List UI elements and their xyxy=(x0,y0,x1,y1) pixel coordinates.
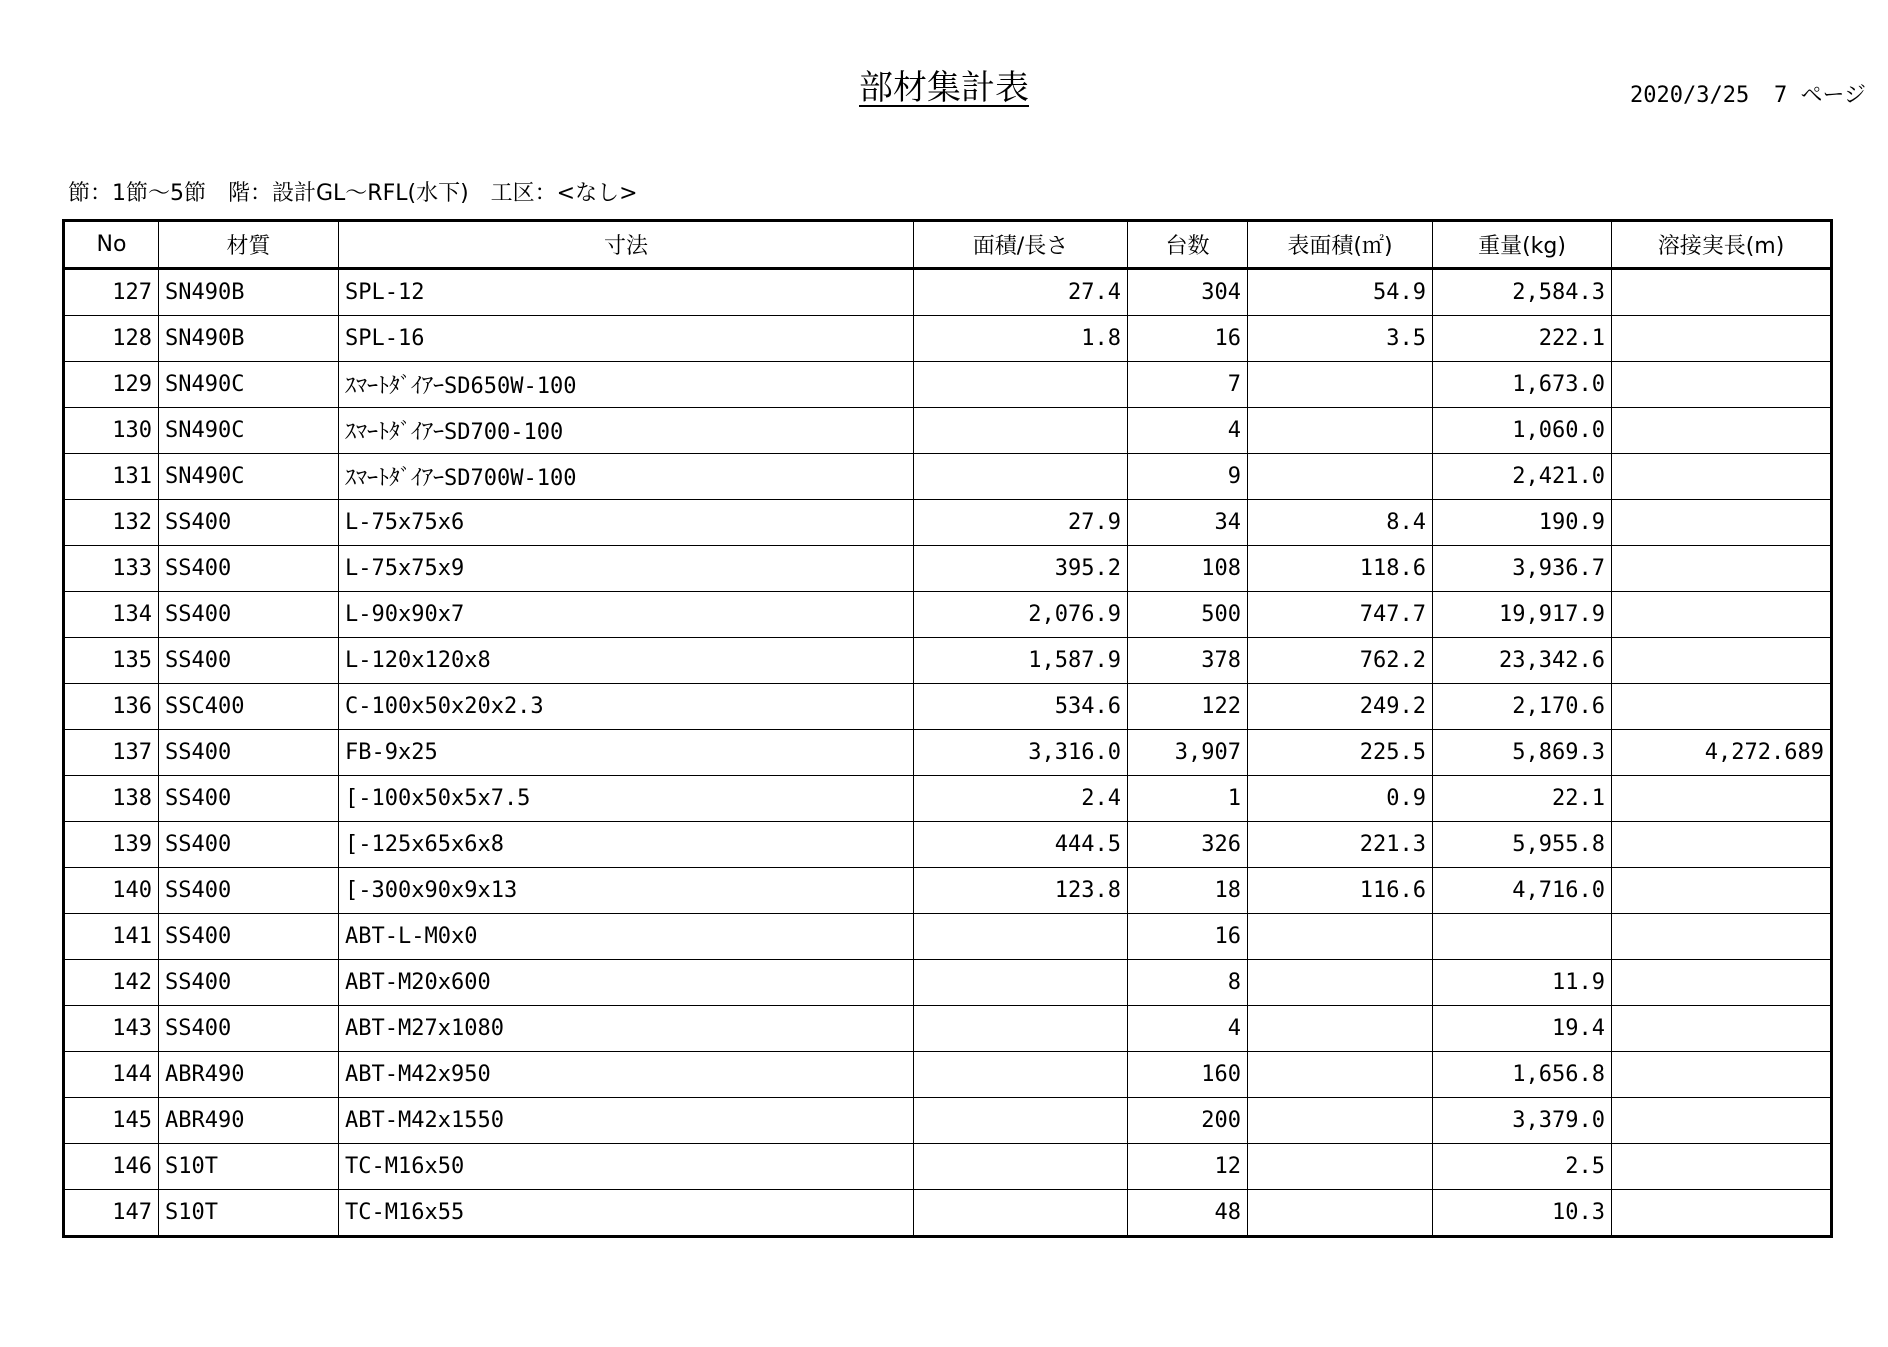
cell-area-length: 27.4 xyxy=(914,269,1128,316)
cell-area-length xyxy=(914,914,1128,960)
cell-area-length xyxy=(914,1006,1128,1052)
cell-weight: 23,342.6 xyxy=(1433,638,1612,684)
cell-material: SS400 xyxy=(159,730,339,776)
cell-no: 129 xyxy=(64,362,159,408)
table-row xyxy=(64,546,1832,592)
cell-area-length: 1.8 xyxy=(914,316,1128,362)
column-header-no: No xyxy=(64,221,159,269)
cell-count: 34 xyxy=(1128,500,1248,546)
table-row xyxy=(64,776,1832,822)
table-row xyxy=(64,638,1832,684)
column-header-weld-length: 溶接実長(m) xyxy=(1612,221,1832,269)
table-row xyxy=(64,684,1832,730)
cell-weld-length xyxy=(1612,684,1832,730)
cell-no: 144 xyxy=(64,1052,159,1098)
table-row xyxy=(64,1144,1832,1190)
page-title xyxy=(0,68,1888,108)
cell-weight: 1,060.0 xyxy=(1433,408,1612,454)
cell-surface-area xyxy=(1248,1190,1433,1237)
cell-weld-length xyxy=(1612,408,1832,454)
page-number: 7 ページ xyxy=(1774,83,1867,108)
cell-material: SS400 xyxy=(159,592,339,638)
cell-area-length xyxy=(914,1144,1128,1190)
cell-surface-area: 221.3 xyxy=(1248,822,1433,868)
cell-weight: 4,716.0 xyxy=(1433,868,1612,914)
cell-surface-area xyxy=(1248,1006,1433,1052)
cell-weight: 3,379.0 xyxy=(1433,1098,1612,1144)
cell-weight: 19,917.9 xyxy=(1433,592,1612,638)
cell-weight: 19.4 xyxy=(1433,1006,1612,1052)
cell-size: [-100x50x5x7.5 xyxy=(339,776,914,822)
cell-count: 304 xyxy=(1128,269,1248,316)
table-row xyxy=(64,408,1832,454)
cell-size: TC-M16x50 xyxy=(339,1144,914,1190)
table-row xyxy=(64,822,1832,868)
cell-surface-area: 762.2 xyxy=(1248,638,1433,684)
cell-size: ABT-M27x1080 xyxy=(339,1006,914,1052)
cell-weight: 2,170.6 xyxy=(1433,684,1612,730)
cell-surface-area xyxy=(1248,408,1433,454)
cell-area-length xyxy=(914,1052,1128,1098)
table-row xyxy=(64,1190,1832,1237)
cell-weld-length xyxy=(1612,592,1832,638)
cell-size: L-75x75x9 xyxy=(339,546,914,592)
cell-count: 48 xyxy=(1128,1190,1248,1237)
cell-size: ABT-L-M0x0 xyxy=(339,914,914,960)
cell-surface-area xyxy=(1248,362,1433,408)
cell-weld-length xyxy=(1612,316,1832,362)
cell-material: SN490C xyxy=(159,408,339,454)
cell-weight: 10.3 xyxy=(1433,1190,1612,1237)
cell-weight: 1,656.8 xyxy=(1433,1052,1612,1098)
cell-no: 143 xyxy=(64,1006,159,1052)
cell-count: 18 xyxy=(1128,868,1248,914)
cell-size: ｽﾏｰﾄﾀﾞｲｱｰSD700W-100 xyxy=(339,454,914,500)
cell-material: SS400 xyxy=(159,1006,339,1052)
cell-weld-length xyxy=(1612,269,1832,316)
cell-surface-area: 118.6 xyxy=(1248,546,1433,592)
cell-material: SN490C xyxy=(159,454,339,500)
table-row xyxy=(64,362,1832,408)
cell-count: 500 xyxy=(1128,592,1248,638)
cell-weight xyxy=(1433,914,1612,960)
table-row xyxy=(64,1052,1832,1098)
cell-count: 12 xyxy=(1128,1144,1248,1190)
cell-surface-area xyxy=(1248,1052,1433,1098)
cell-material: SS400 xyxy=(159,500,339,546)
table-row xyxy=(64,592,1832,638)
cell-no: 142 xyxy=(64,960,159,1006)
cell-size: [-125x65x6x8 xyxy=(339,822,914,868)
cell-weld-length xyxy=(1612,500,1832,546)
cell-material: ABR490 xyxy=(159,1052,339,1098)
cell-surface-area: 54.9 xyxy=(1248,269,1433,316)
cell-area-length: 534.6 xyxy=(914,684,1128,730)
cell-material: S10T xyxy=(159,1144,339,1190)
table-row xyxy=(64,500,1832,546)
cell-material: S10T xyxy=(159,1190,339,1237)
cell-size: L-120x120x8 xyxy=(339,638,914,684)
cell-weight: 3,936.7 xyxy=(1433,546,1612,592)
table-row xyxy=(64,914,1832,960)
cell-no: 134 xyxy=(64,592,159,638)
cell-no: 137 xyxy=(64,730,159,776)
cell-weld-length xyxy=(1612,1144,1832,1190)
cell-surface-area: 249.2 xyxy=(1248,684,1433,730)
cell-no: 135 xyxy=(64,638,159,684)
page-title-text: 部材集計表 xyxy=(859,68,1029,108)
cell-material: SN490B xyxy=(159,316,339,362)
cell-no: 145 xyxy=(64,1098,159,1144)
cell-material: SS400 xyxy=(159,776,339,822)
cell-weld-length xyxy=(1612,1052,1832,1098)
cell-area-length xyxy=(914,1190,1128,1237)
cell-weld-length xyxy=(1612,454,1832,500)
cell-count: 1 xyxy=(1128,776,1248,822)
cell-size: SPL-12 xyxy=(339,269,914,316)
cell-area-length: 444.5 xyxy=(914,822,1128,868)
cell-weld-length xyxy=(1612,362,1832,408)
column-header-weight: 重量(kg) xyxy=(1433,221,1612,269)
cell-no: 136 xyxy=(64,684,159,730)
cell-size: ｽﾏｰﾄﾀﾞｲｱｰSD650W-100 xyxy=(339,362,914,408)
cell-weight: 5,955.8 xyxy=(1433,822,1612,868)
cell-size: FB-9x25 xyxy=(339,730,914,776)
table-row xyxy=(64,1006,1832,1052)
cell-no: 127 xyxy=(64,269,159,316)
cell-weld-length xyxy=(1612,960,1832,1006)
cell-area-length: 395.2 xyxy=(914,546,1128,592)
cell-weld-length xyxy=(1612,1006,1832,1052)
cell-material: SS400 xyxy=(159,638,339,684)
cell-no: 131 xyxy=(64,454,159,500)
cell-material: SS400 xyxy=(159,868,339,914)
cell-size: ABT-M42x1550 xyxy=(339,1098,914,1144)
table-row xyxy=(64,1098,1832,1144)
cell-no: 139 xyxy=(64,822,159,868)
cell-weight: 222.1 xyxy=(1433,316,1612,362)
print-date: 2020/3/25 xyxy=(1630,83,1750,108)
cell-count: 122 xyxy=(1128,684,1248,730)
column-header-area-length: 面積/長さ xyxy=(914,221,1128,269)
cell-surface-area: 116.6 xyxy=(1248,868,1433,914)
cell-count: 4 xyxy=(1128,408,1248,454)
cell-surface-area xyxy=(1248,1144,1433,1190)
cell-no: 141 xyxy=(64,914,159,960)
cell-size: ABT-M20x600 xyxy=(339,960,914,1006)
cell-material: SSC400 xyxy=(159,684,339,730)
table-header-row xyxy=(64,221,1832,269)
table-row xyxy=(64,269,1832,316)
cell-weld-length xyxy=(1612,822,1832,868)
cell-no: 130 xyxy=(64,408,159,454)
cell-material: SS400 xyxy=(159,914,339,960)
cell-size: ABT-M42x950 xyxy=(339,1052,914,1098)
cell-area-length: 2.4 xyxy=(914,776,1128,822)
cell-material: SS400 xyxy=(159,546,339,592)
cell-no: 138 xyxy=(64,776,159,822)
cell-surface-area: 0.9 xyxy=(1248,776,1433,822)
cell-weld-length xyxy=(1612,638,1832,684)
cell-size: SPL-16 xyxy=(339,316,914,362)
column-header-material: 材質 xyxy=(159,221,339,269)
cell-count: 16 xyxy=(1128,316,1248,362)
cell-area-length xyxy=(914,408,1128,454)
cell-no: 146 xyxy=(64,1144,159,1190)
cell-count: 160 xyxy=(1128,1052,1248,1098)
cell-no: 147 xyxy=(64,1190,159,1237)
cell-weld-length xyxy=(1612,546,1832,592)
cell-count: 4 xyxy=(1128,1006,1248,1052)
cell-weight: 5,869.3 xyxy=(1433,730,1612,776)
cell-count: 108 xyxy=(1128,546,1248,592)
cell-size: ｽﾏｰﾄﾀﾞｲｱｰSD700-100 xyxy=(339,408,914,454)
cell-surface-area: 225.5 xyxy=(1248,730,1433,776)
cell-material: ABR490 xyxy=(159,1098,339,1144)
parts-summary-table xyxy=(62,219,1833,1238)
cell-no: 128 xyxy=(64,316,159,362)
cell-area-length: 3,316.0 xyxy=(914,730,1128,776)
cell-no: 132 xyxy=(64,500,159,546)
cell-material: SN490C xyxy=(159,362,339,408)
column-header-count: 台数 xyxy=(1128,221,1248,269)
cell-weight: 1,673.0 xyxy=(1433,362,1612,408)
cell-material: SS400 xyxy=(159,960,339,1006)
cell-weld-length xyxy=(1612,1098,1832,1144)
cell-size: L-75x75x6 xyxy=(339,500,914,546)
cell-count: 3,907 xyxy=(1128,730,1248,776)
cell-no: 133 xyxy=(64,546,159,592)
cell-area-length: 123.8 xyxy=(914,868,1128,914)
cell-weight: 190.9 xyxy=(1433,500,1612,546)
cell-weld-length xyxy=(1612,776,1832,822)
column-header-surface-area: 表面積(㎡) xyxy=(1248,221,1433,269)
cell-weld-length xyxy=(1612,1190,1832,1237)
cell-surface-area xyxy=(1248,914,1433,960)
cell-material: SN490B xyxy=(159,269,339,316)
cell-area-length xyxy=(914,960,1128,1006)
cell-weight: 2.5 xyxy=(1433,1144,1612,1190)
cell-area-length xyxy=(914,454,1128,500)
cell-size: C-100x50x20x2.3 xyxy=(339,684,914,730)
cell-count: 16 xyxy=(1128,914,1248,960)
cell-area-length: 27.9 xyxy=(914,500,1128,546)
cell-size: TC-M16x55 xyxy=(339,1190,914,1237)
cell-weight: 2,421.0 xyxy=(1433,454,1612,500)
cell-surface-area: 3.5 xyxy=(1248,316,1433,362)
cell-weight: 22.1 xyxy=(1433,776,1612,822)
table-row xyxy=(64,960,1832,1006)
cell-area-length xyxy=(914,1098,1128,1144)
table-row xyxy=(64,454,1832,500)
filter-conditions: 節：1節～5節 階：設計GL～RFL(水下) 工区：<なし> xyxy=(68,181,638,206)
cell-weld-length xyxy=(1612,914,1832,960)
cell-count: 378 xyxy=(1128,638,1248,684)
cell-count: 326 xyxy=(1128,822,1248,868)
cell-surface-area xyxy=(1248,454,1433,500)
cell-count: 8 xyxy=(1128,960,1248,1006)
cell-count: 7 xyxy=(1128,362,1248,408)
cell-size: [-300x90x9x13 xyxy=(339,868,914,914)
cell-weight: 2,584.3 xyxy=(1433,269,1612,316)
cell-weld-length: 4,272.689 xyxy=(1612,730,1832,776)
table-row xyxy=(64,316,1832,362)
table-row xyxy=(64,730,1832,776)
cell-area-length xyxy=(914,362,1128,408)
column-header-size: 寸法 xyxy=(339,221,914,269)
cell-size: L-90x90x7 xyxy=(339,592,914,638)
cell-material: SS400 xyxy=(159,822,339,868)
cell-weld-length xyxy=(1612,868,1832,914)
cell-count: 9 xyxy=(1128,454,1248,500)
cell-surface-area xyxy=(1248,960,1433,1006)
cell-count: 200 xyxy=(1128,1098,1248,1144)
cell-area-length: 2,076.9 xyxy=(914,592,1128,638)
cell-no: 140 xyxy=(64,868,159,914)
cell-area-length: 1,587.9 xyxy=(914,638,1128,684)
table-body xyxy=(64,269,1832,1237)
cell-weight: 11.9 xyxy=(1433,960,1612,1006)
table-row xyxy=(64,868,1832,914)
cell-surface-area: 8.4 xyxy=(1248,500,1433,546)
cell-surface-area xyxy=(1248,1098,1433,1144)
cell-surface-area: 747.7 xyxy=(1248,592,1433,638)
